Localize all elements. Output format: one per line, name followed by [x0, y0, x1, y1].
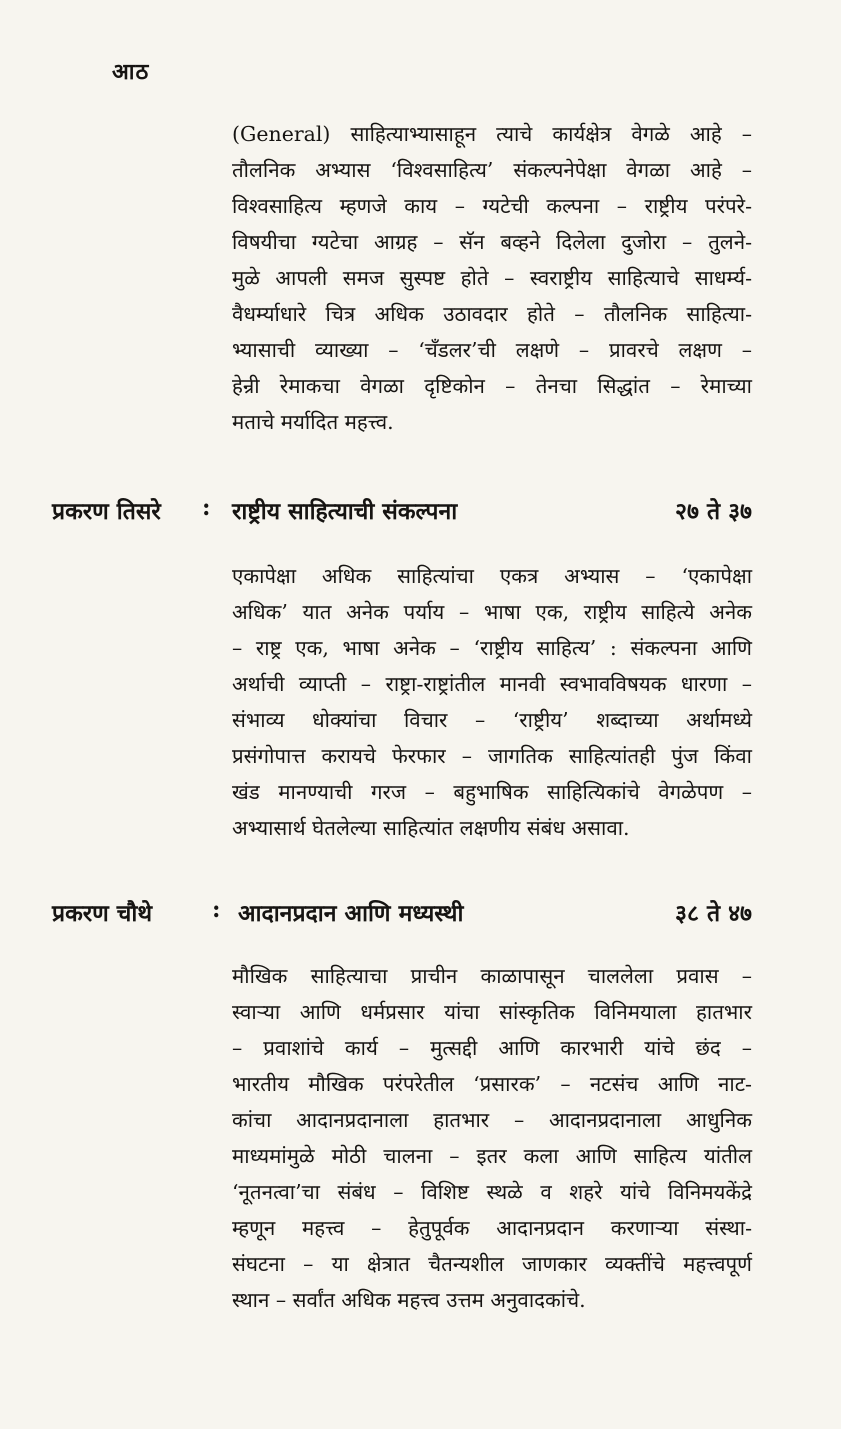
paragraph-line: मताचे मर्यादित महत्त्व.: [232, 410, 394, 434]
paragraph-line: विषयीचा ग्यटेचा आग्रह – सॅन बव्हने दिलेला दुजोरा – तुलने-: [232, 230, 752, 254]
chapter-title: राष्ट्रीय साहित्याची संकल्पना: [232, 498, 458, 525]
heading-colon: :: [202, 494, 211, 521]
paragraph-line: संभाव्य धोक्यांचा विचार – ‘राष्ट्रीय’ शब्दाच्या अर्थामध्ये: [232, 708, 752, 732]
paragraph-line: माध्यमांमुळे मोठी चालना – इतर कला आणि साहित्य यांतील: [232, 1144, 752, 1168]
paragraph-line: वैधर्म्याधारे चित्र अधिक उठावदार होते – तौलनिक साहित्या-: [232, 302, 752, 326]
paragraph-line: अर्थाची व्याप्ती – राष्ट्रा-राष्ट्रांतील मानवी स्वभावविषयक धारणा –: [232, 672, 752, 696]
chapter-heading-3: [52, 494, 752, 534]
paragraph-line: संघटना – या क्षेत्रात चैतन्यशील जाणकार व्यक्तींचे महत्त्वपूर्ण: [232, 1252, 752, 1276]
paragraph-line: कांचा आदानप्रदानाला हातभार – आदानप्रदानाला आधुनिक: [232, 1108, 752, 1132]
paragraph-line: (General) साहित्याभ्यासाहून त्याचे कार्यक्षेत्र वेगळे आहे –: [232, 122, 752, 146]
chapter-page-range: २७ ते ३७: [675, 498, 752, 525]
paragraph-line: मौखिक साहित्याचा प्राचीन काळापासून चाललेला प्रवास –: [232, 964, 752, 988]
paragraph-line: खंड मानण्याची गरज – बहुभाषिक साहित्यिकांचे वेगळेपण –: [232, 780, 752, 804]
chapter-4-summary: [232, 958, 752, 1318]
paragraph-line: एकापेक्षा अधिक साहित्यांचा एकत्र अभ्यास – ‘एकापेक्षा: [232, 564, 752, 588]
chapter-heading-4: [52, 896, 752, 936]
chapter-label: प्रकरण चौथे: [52, 900, 153, 927]
paragraph-line: मुळे आपली समज सुस्पष्ट होते – स्वराष्ट्रीय साहित्याचे साधर्म्य-: [232, 266, 752, 290]
chapter-label: प्रकरण तिसरे: [52, 498, 161, 525]
paragraph-line: विश्वसाहित्य म्हणजे काय – ग्यटेची कल्पना – राष्ट्रीय परंपरे-: [232, 194, 752, 218]
chapter-title: आदानप्रदान आणि मध्यस्थी: [238, 900, 464, 927]
paragraph-line: भ्यासाची व्याख्या – ‘चॅंडलर’ची लक्षणे – प्रावरचे लक्षण –: [232, 338, 752, 362]
paragraph-line: – प्रवाशांचे कार्य – मुत्सद्दी आणि कारभारी यांचे छंद –: [232, 1036, 752, 1060]
chapter-page-range: ३८ ते ४७: [675, 900, 752, 927]
paragraph-line: अधिक’ यात अनेक पर्याय – भाषा एक, राष्ट्रीय साहित्ये अनेक: [232, 600, 752, 624]
paragraph-line: हेन्री रेमाकचा वेगळा दृष्टिकोन – तेनचा सिद्धांत – रेमाच्या: [232, 374, 752, 398]
paragraph-line: भारतीय मौखिक परंपरेतील ‘प्रसारक’ – नटसंच आणि नाट-: [232, 1072, 752, 1096]
paragraph-line: स्वाऱ्या आणि धर्मप्रसार यांचा सांस्कृतिक विनिमयाला हातभार: [232, 1000, 752, 1024]
paragraph-line: स्थान – सर्वांत अधिक महत्त्व उत्तम अनुवादकांचे.: [232, 1288, 586, 1312]
page-number: आठ: [112, 59, 150, 85]
paragraph-line: प्रसंगोपात्त करायचे फेरफार – जागतिक साहित्यांतही पुंज किंवा: [232, 744, 752, 768]
heading-colon: :: [212, 896, 221, 923]
section-paragraph-continued: [232, 116, 752, 440]
paragraph-line: ‘नूतनत्वा’चा संबंध – विशिष्ट स्थळे व शहरे यांचे विनिमयकेंद्रे: [232, 1180, 752, 1204]
paragraph-line: म्हणून महत्त्व – हेतुपूर्वक आदानप्रदान करणाऱ्या संस्था-: [232, 1216, 752, 1240]
paragraph-line: – राष्ट्र एक, भाषा अनेक – ‘राष्ट्रीय साहित्य’ : संकल्पना आणि: [232, 636, 752, 660]
paragraph-line: अभ्यासार्थ घेतलेल्या साहित्यांत लक्षणीय संबंध असावा.: [232, 816, 630, 840]
chapter-3-summary: [232, 558, 752, 846]
paragraph-line: तौलनिक अभ्यास ‘विश्वसाहित्य’ संकल्पनेपेक्षा वेगळा आहे –: [232, 158, 752, 182]
